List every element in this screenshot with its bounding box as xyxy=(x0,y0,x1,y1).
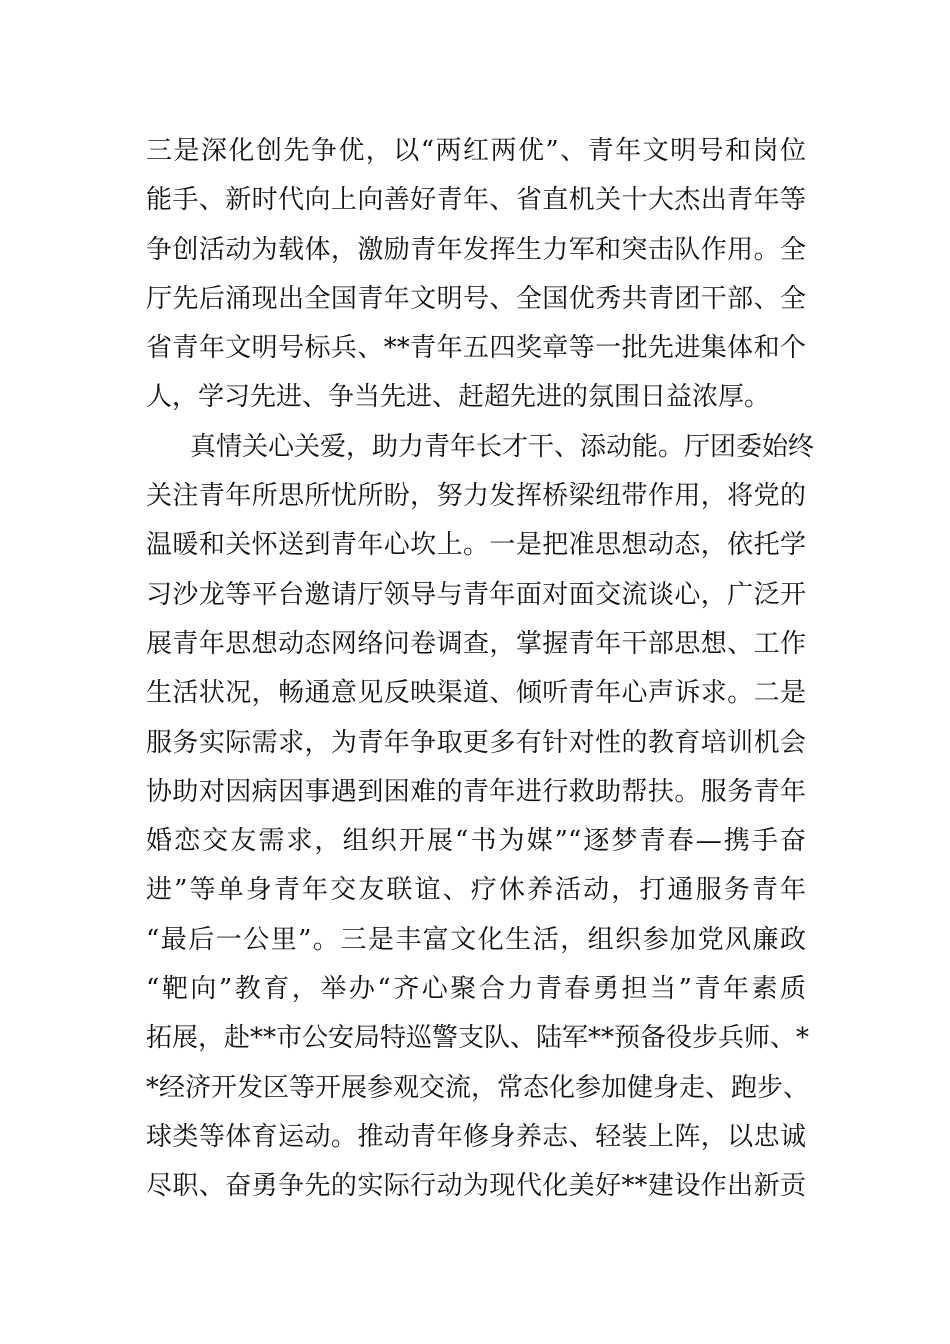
text-line: “靶向”教育，举办“齐心聚合力青春勇担当”青年素质 xyxy=(146,974,806,1005)
text-line: 能手、新时代向上向善好青年、省直机关十大杰出青年等 xyxy=(146,185,806,216)
text-line: 协助对因病因事遇到困难的青年进行救助帮扶。服务青年 xyxy=(146,776,806,807)
text-line: 进”等单身青年交友联谊、疗休养活动，打通服务青年 xyxy=(146,875,806,906)
text-line: 关注青年所思所忧所盼，努力发挥桥梁纽带作用，将党的 xyxy=(146,481,806,512)
text-line: 温暖和关怀送到青年心坎上。一是把准思想动态，依托学 xyxy=(146,530,806,561)
text-line: 球类等体育运动。推动青年修身养志、轻装上阵，以忠诚 xyxy=(146,1121,806,1152)
text-line: *经济开发区等开展参观交流，常态化参加健身走、跑步、 xyxy=(146,1072,810,1103)
text-line: 人，学习先进、争当先进、赶超先进的氛围日益浓厚。 xyxy=(146,382,771,413)
text-line: 尽职、奋勇争先的实际行动为现代化美好**建设作出新贡 xyxy=(146,1171,806,1202)
text-line: 服务实际需求，为青年争取更多有针对性的教育培训机会 xyxy=(146,727,806,758)
text-line: 拓展，赴**市公安局特巡警支队、陆军**预备役步兵师、* xyxy=(146,1023,810,1054)
text-line: 省青年文明号标兵、**青年五四奖章等一批先进集体和个 xyxy=(146,333,806,364)
text-line: 三是深化创先争优，以“两红两优”、青年文明号和岗位 xyxy=(146,136,806,166)
text-line: 争创活动为载体，激励青年发挥生力军和突击队作用。全 xyxy=(146,234,806,265)
text-line: 婚恋交友需求，组织开展“书为媒”“逐梦青春—携手奋 xyxy=(146,826,806,857)
text-line: 真情关心关爱，助力青年长才干、添动能。厅团委始终 xyxy=(190,431,815,462)
text-line: 厅先后涌现出全国青年文明号、全国优秀共青团干部、全 xyxy=(146,283,806,314)
paragraph-2 xyxy=(146,423,815,1212)
text-line: 展青年思想动态网络问卷调查，掌握青年干部思想、工作 xyxy=(146,628,806,659)
body-text xyxy=(146,127,815,1212)
paragraph-1 xyxy=(146,127,806,423)
text-line: 生活状况，畅通意见反映渠道、倾听青年心声诉求。二是 xyxy=(146,678,806,709)
text-line: “最后一公里”。三是丰富文化生活，组织参加党风廉政 xyxy=(146,924,806,955)
text-line: 习沙龙等平台邀请厅领导与青年面对面交流谈心，广泛开 xyxy=(146,579,806,610)
